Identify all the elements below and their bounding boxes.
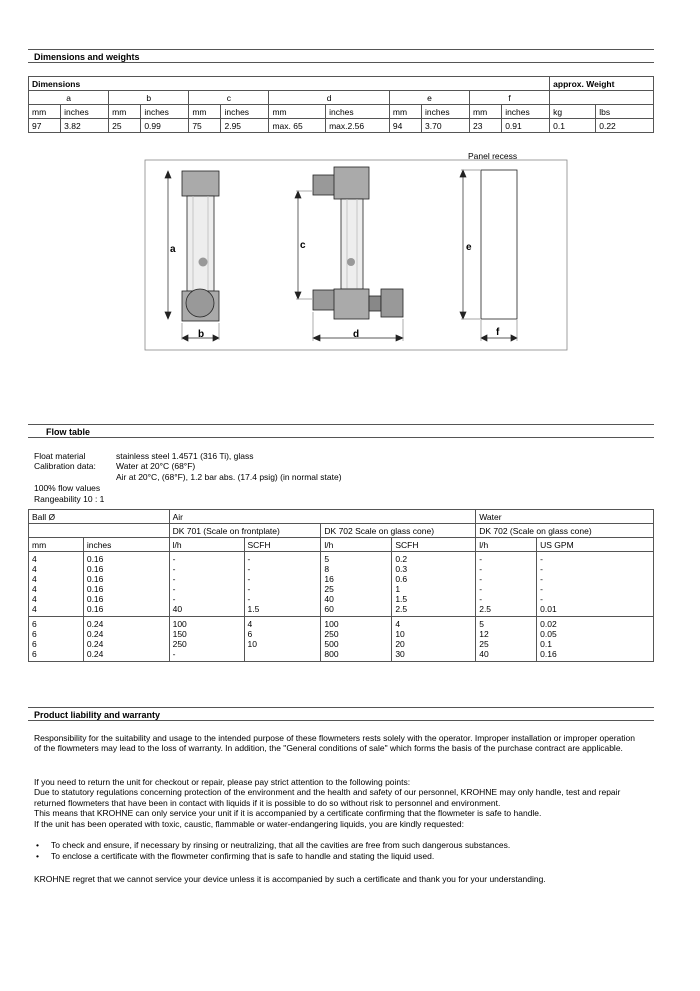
dk702-water-header: DK 702 (Scale on glass cone) [476,524,654,538]
value-cell: 0.99 [141,119,189,133]
dim-label-b: b [198,329,205,340]
value-cell: 25 [109,119,141,133]
dimensions-values-row [29,119,654,133]
float-material-value: stainless steel 1.4571 (316 Ti), glass [116,451,254,461]
flow-cell: 0.16 0.16 0.16 0.16 0.16 0.16 [83,552,169,617]
unit-cell: SCFH [244,538,321,552]
value-cell: 2.95 [221,119,269,133]
flow-cell: 0.24 0.24 0.24 0.24 [83,617,169,662]
unit-cell: l/h [169,538,244,552]
dk702-air-header: DK 702 Scale on glass cone) [321,524,476,538]
unit-cell: mm [29,105,61,119]
float-material-label: Float material [34,451,86,461]
section-heading-flow: Flow table [28,424,654,438]
value-cell: 94 [389,119,421,133]
value-cell: 3.82 [61,119,109,133]
flow-header-row-2 [29,524,654,538]
dim-label-f: f [496,327,500,338]
liability-paragraph-1: Responsibility for the suitability and usage to the intended purpose of these flowmeters rests solely with the operator. Improper installation or improper operation of the flowmeters may lead to the loss of warranty. In addition, the "General conditions of sale" which forms the basis of the purchase contract are applicable. [34,733,635,754]
flow-cell: - - - - - 0.01 [537,552,654,617]
value-cell: 23 [470,119,502,133]
value-cell: 0.91 [502,119,550,133]
dim-label-c: c [300,240,306,251]
unit-cell: inches [83,538,169,552]
unit-cell: inches [326,105,390,119]
unit-cell: lbs [596,105,654,119]
flow-values-note: 100% flow values [34,483,101,493]
front-view [182,171,219,321]
value-cell: max. 65 [269,119,326,133]
value-cell: 0.22 [596,119,654,133]
unit-cell: kg [550,105,596,119]
group-f: f [470,91,550,105]
rangeability-note: Rangeability 10 : 1 [34,494,105,504]
unit-cell: mm [269,105,326,119]
value-cell: 3.70 [422,119,470,133]
calibration-water: Water at 20°C (68°F) [116,461,196,471]
dimensions-table [28,76,654,133]
air-header: Air [169,510,476,524]
flow-cell: 6 6 6 6 [29,617,84,662]
flow-cell: - - - - - 2.5 [476,552,537,617]
unit-cell: l/h [476,538,537,552]
dim-label-d: d [353,329,360,340]
section-heading-dimensions: Dimensions and weights [28,49,654,63]
unit-cell: inches [502,105,550,119]
section-heading-liability: Product liability and warranty [28,707,654,721]
water-header: Water [476,510,654,524]
value-cell: 75 [189,119,221,133]
unit-cell: mm [389,105,421,119]
ball-header: Ball Ø [29,510,170,524]
dim-label-e: e [466,242,472,253]
panel-recess-label: Panel recess [468,151,518,161]
dimensions-group-row [29,91,654,105]
flow-table [28,509,654,662]
list-item: • To enclose a certificate with the flowmeter confirming that is safe to handle and stating the liquid used. [34,851,644,862]
value-cell: 0.1 [550,119,596,133]
flow-cell: 4 6 10 [244,617,321,662]
dk701-header: DK 701 (Scale on frontplate) [169,524,321,538]
calibration-air: Air at 20°C, (68°F), 1.2 bar abs. (17.4 psig) (in normal state) [116,472,342,482]
calibration-label: Calibration data: [34,461,96,471]
group-a: a [29,91,109,105]
flow-header-row-1 [29,510,654,524]
value-cell: max.2.56 [326,119,390,133]
unit-cell: mm [470,105,502,119]
flow-cell: 100 150 250 - [169,617,244,662]
flow-units-row [29,538,654,552]
flow-cell: 5 8 16 25 40 60 [321,552,392,617]
liability-paragraph-3: KROHNE regret that we cannot service your device unless it is accompanied by such a certificate and thank you for your understanding. [34,874,546,884]
value-cell: 97 [29,119,61,133]
panel-recess-view [481,170,517,319]
dimensions-title: Dimensions [29,77,550,91]
dimensions-units-row [29,105,654,119]
flow-cell: 0.02 0.05 0.1 0.16 [537,617,654,662]
group-d: d [269,91,389,105]
flow-cell: - - - - - 40 [169,552,244,617]
group-weight [550,91,654,105]
unit-cell: inches [61,105,109,119]
flow-cell: 5 12 25 40 [476,617,537,662]
blank-cell [29,524,170,538]
unit-cell: l/h [321,538,392,552]
flow-cell: - - - - - 1.5 [244,552,321,617]
group-b: b [109,91,189,105]
unit-cell: mm [189,105,221,119]
unit-cell: inches [141,105,189,119]
flow-cell: 4 4 4 4 4 4 [29,552,84,617]
flow-group-4mm [29,552,654,617]
flow-cell: 100 250 500 800 [321,617,392,662]
flow-cell: 4 10 20 30 [392,617,476,662]
weight-title: approx. Weight [550,77,654,91]
liability-paragraph-2: If you need to return the unit for checkout or repair, please pay strict attention to the following points: Due to statutory regulations concerning protection of the environment and the health and safety of our personnel, KROHNE may only handle, test and repair returned flowmeters that have been in contact with liquids if it is possible to do so without risk to personnel and environment. This means that KROHNE can only service your unit if it is accompanied by a certificate confirming that the flowmeter is safe to handle. If the unit has been operated with toxic, caustic, flammable or water-endangering liquids, you are kindly requested: [34,777,621,829]
dimension-drawing [0,145,700,355]
unit-cell: inches [422,105,470,119]
liability-bullet-list [34,840,644,862]
dimensions-title-row [29,77,654,91]
flow-group-6mm [29,617,654,662]
unit-cell: US GPM [537,538,654,552]
unit-cell: SCFH [392,538,476,552]
unit-cell: mm [29,538,84,552]
unit-cell: mm [109,105,141,119]
dim-label-a: a [170,244,176,255]
unit-cell: inches [221,105,269,119]
side-view [313,167,403,319]
group-e: e [389,91,469,105]
flow-cell: 0.2 0.3 0.6 1 1.5 2.5 [392,552,476,617]
group-c: c [189,91,269,105]
list-item: • To check and ensure, if necessary by rinsing or neutralizing, that all the cavities are free from such dangerous substances. [34,840,644,851]
